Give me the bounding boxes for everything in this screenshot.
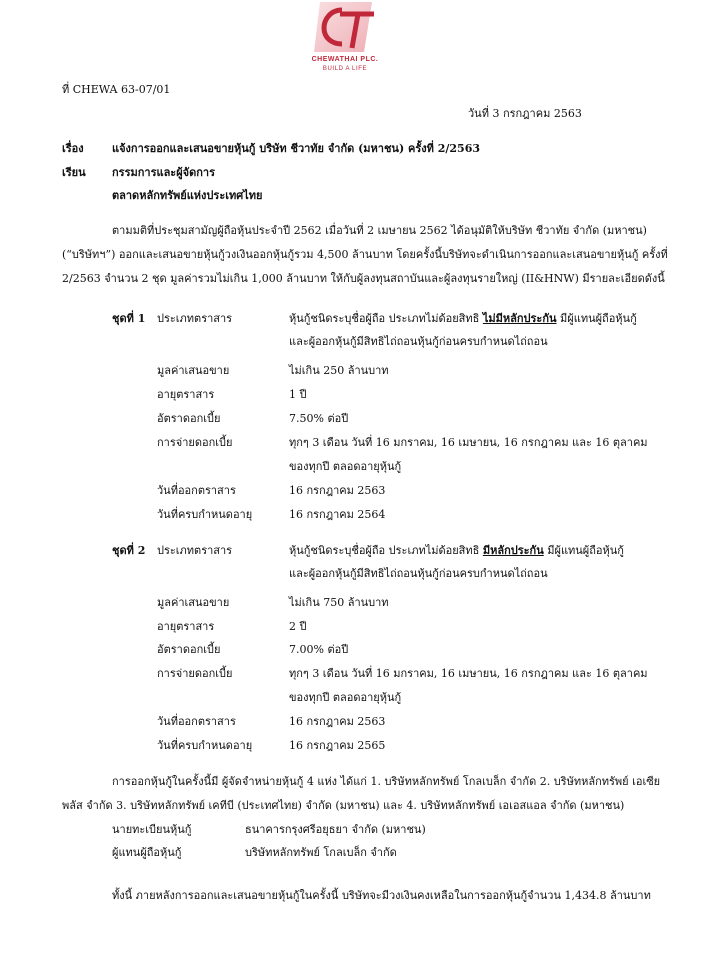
series-2-row-label: การจ่ายดอกเบี้ย: [157, 667, 233, 680]
registrar-label: นายทะเบียนหุ้นกู้: [112, 823, 192, 836]
distribution-line-1: การออกหุ้นกู้ในครั้งนี้มี ผู้จัดจำหน่ายหุ้นกู้ 4 แห่ง ได้แก่ 1. บริษัทหลักทรัพย์ โกลเบล็ก จำกัด 2. บริษัทหลักทรัพย์ เอเซีย: [112, 775, 661, 788]
document-date: วันที่ 3 กรกฎาคม 2563: [468, 107, 582, 120]
subject-text: แจ้งการออกและเสนอขายหุ้นกู้ บริษัท ชีวาทัย จำกัด (มหาชน) ครั้งที่ 2/2563: [112, 142, 480, 155]
series-1-row-label: อัตราดอกเบี้ย: [157, 412, 221, 425]
closing-line-1: ทั้งนี้ ภายหลังการออกและเสนอขายหุ้นกู้ในครั้งนี้ บริษัทจะมีวงเงินคงเหลือในการออกหุ้นกู้จำนวน 1,434.8 ล้านบาท: [112, 889, 651, 902]
series-2-row-value: 16 กรกฎาคม 2563: [289, 715, 386, 728]
subject-label: เรื่อง: [62, 142, 84, 155]
series-1-row-value: 16 กรกฎาคม 2564: [289, 508, 386, 521]
series-1-row-label: การจ่ายดอกเบี้ย: [157, 436, 233, 449]
distribution-line-2: พลัส จำกัด 3. บริษัทหลักทรัพย์ เคทีบี (ประเทศไทย) จำกัด (มหาชน) และ 4. บริษัทหลักทรัพย์ เอเอสแอล จำกัด (มหาชน): [62, 799, 625, 812]
series-1-row-value: 7.50% ต่อปี: [289, 412, 349, 425]
series-1-type-label: ประเภทตราสาร: [157, 312, 233, 325]
recipient-line-1: กรรมการและผู้จัดการ: [112, 166, 215, 179]
series-1-row-value: 16 กรกฎาคม 2563: [289, 484, 386, 497]
series-2-row-value: 2 ปี: [289, 620, 307, 633]
series-1-row-value: ไม่เกิน 250 ล้านบาท: [289, 364, 389, 377]
trustee-value: บริษัทหลักทรัพย์ โกลเบล็ก จำกัด: [245, 846, 397, 859]
series-2-row-value: ทุกๆ 3 เดือน วันที่ 16 มกราคม, 16 เมษายน, 16 กรกฎาคม และ 16 ตุลาคม: [289, 667, 648, 680]
series-2-type-line-2: และผู้ออกหุ้นกู้มีสิทธิไถ่ถอนหุ้นกู้ก่อนครบกำหนดไถ่ถอน: [289, 567, 548, 580]
series-1-row-value: 1 ปี: [289, 388, 307, 401]
series-2-row-value-line-2: ของทุกปี ตลอดอายุหุ้นกู้: [289, 691, 402, 704]
series-1-label: ชุดที่ 1: [112, 312, 146, 325]
series-1-row-label: วันที่ออกตราสาร: [157, 484, 236, 497]
series-2-row-label: มูลค่าเสนอขาย: [157, 596, 230, 609]
series-2-type-label: ประเภทตราสาร: [157, 544, 233, 557]
series-1-type-post: มีผู้แทนผู้ถือหุ้นกู้: [556, 312, 637, 325]
series-2-row-value: ไม่เกิน 750 ล้านบาท: [289, 596, 389, 609]
series-2-row-value: 7.00% ต่อปี: [289, 643, 349, 656]
document-reference: ที่ CHEWA 63-07/01: [62, 83, 171, 96]
series-2-row-label: อายุตราสาร: [157, 620, 215, 633]
series-1-row-value: ทุกๆ 3 เดือน วันที่ 16 มกราคม, 16 เมษายน, 16 กรกฎาคม และ 16 ตุลาคม: [289, 436, 648, 449]
recipient-line-2: ตลาดหลักทรัพย์แห่งประเทศไทย: [112, 189, 263, 202]
series-2-row-label: วันที่ครบกำหนดอายุ: [157, 739, 253, 752]
series-2-row-value: 16 กรกฎาคม 2565: [289, 739, 386, 752]
series-1-type-emphasis: ไม่มีหลักประกัน: [482, 312, 557, 325]
series-2-type-emphasis: มีหลักประกัน: [482, 544, 544, 557]
series-2-type-post: มีผู้แทนผู้ถือหุ้นกู้: [543, 544, 624, 557]
logo-company-name: CHEWATHAI PLC.: [311, 56, 379, 63]
series-1-type-value: [289, 309, 637, 327]
series-2-label: ชุดที่ 2: [112, 544, 146, 557]
trustee-label: ผู้แทนผู้ถือหุ้นกู้: [112, 846, 182, 859]
company-logo: [305, 0, 385, 82]
series-1-row-label: อายุตราสาร: [157, 388, 215, 401]
series-1-row-value-line-2: ของทุกปี ตลอดอายุหุ้นกู้: [289, 460, 402, 473]
registrar-value: ธนาคารกรุงศรีอยุธยา จำกัด (มหาชน): [245, 823, 426, 836]
recipient-label: เรียน: [62, 166, 86, 179]
series-2-type-pre: หุ้นกู้ชนิดระบุชื่อผู้ถือ ประเภทไม่ด้อยสิทธิ: [289, 544, 483, 557]
intro-line-3: 2/2563 จำนวน 2 ชุด มูลค่ารวมไม่เกิน 1,000 ล้านบาท ให้กับผู้ลงทุนสถาบันและผู้ลงทุนรายใหญ่ (II&HNW) มีรายละเอียดดังนี้: [62, 272, 665, 285]
intro-line-2: (“บริษัทฯ”) ออกและเสนอขายหุ้นกู้วงเงินออกหุ้นกู้รวม 4,500 ล้านบาท โดยครั้งนี้บริษัทจะดำเนินการออกและเสนอขายหุ้นกู้ ครั้งที่: [62, 248, 668, 261]
logo-tagline: BUILD A LIFE: [322, 66, 368, 72]
series-1-type-line-2: และผู้ออกหุ้นกู้มีสิทธิไถ่ถอนหุ้นกู้ก่อนครบกำหนดไถ่ถอน: [289, 335, 548, 348]
series-2-row-label: วันที่ออกตราสาร: [157, 715, 236, 728]
series-1-type-pre: หุ้นกู้ชนิดระบุชื่อผู้ถือ ประเภทไม่ด้อยสิทธิ: [289, 312, 483, 325]
series-2-type-value: [289, 541, 624, 559]
series-1-row-label: มูลค่าเสนอขาย: [157, 364, 230, 377]
chewathai-logo-icon: [312, 0, 378, 54]
series-2-row-label: อัตราดอกเบี้ย: [157, 643, 221, 656]
series-1-row-label: วันที่ครบกำหนดอายุ: [157, 508, 253, 521]
intro-line-1: ตามมติที่ประชุมสามัญผู้ถือหุ้นประจำปี 2562 เมื่อวันที่ 2 เมษายน 2562 ได้อนุมัติให้บริษัท ชีวาทัย จำกัด (มหาชน): [112, 224, 647, 237]
